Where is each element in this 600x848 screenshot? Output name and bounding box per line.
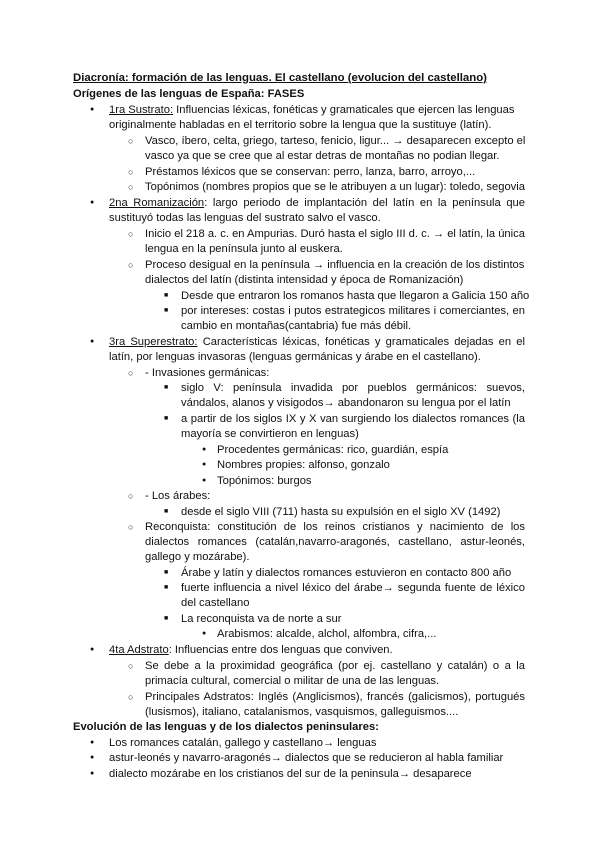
square-bullet-icon	[164, 288, 168, 304]
romanizacion-desc-2: sustituyó todas las lenguas del sustrato salvo el vasco.	[109, 212, 381, 224]
romanizacion-sub2-l2: dialectos del latín (distinta intensidad y época de Romanización)	[145, 274, 464, 286]
circle-bullet-icon	[128, 226, 133, 243]
bullet-icon	[90, 642, 94, 658]
sustrato-desc-2: originalmente habladas en el territorio sobre la lengua que la sustituye (latín).	[109, 119, 492, 131]
bullet-icon	[202, 457, 206, 473]
sustrato-sub3: Topónimos (nombres propios que se le atribuyen a un lugar): toledo, segovia	[145, 181, 525, 193]
romanizacion-sub2-l1: Proceso desigual en la península → influencia en la creación de los distintos	[145, 259, 525, 271]
reconquista-b-l1: fuerte influencia a nivel léxico del árabe→ segunda fuente de léxico	[181, 582, 525, 594]
reconquista-c-i: Arabismos: alcalde, alchol, alfombra, cifra,...	[217, 628, 437, 640]
adstrato-sub1-l2: primacía cultural, comercial o militar de una de las lenguas.	[145, 675, 440, 687]
sustrato-line-1	[109, 102, 514, 118]
adstrato-sub1-l1: Se debe a la proximidad geográfica (por ej. castellano y catalán) o a la	[145, 660, 525, 672]
romanizacion-line-1	[109, 195, 525, 211]
germanic-title: - Invasiones germánicas:	[145, 367, 270, 379]
bullet-icon	[202, 473, 206, 489]
bullet-icon	[90, 750, 94, 766]
bullet-icon	[90, 766, 94, 782]
reconquista-l1: Reconquista: constitución de los reinos cristianos y nacimiento de los	[145, 521, 525, 533]
germanic-a-l1: siglo V: península invadida por pueblos germánicos: suevos,	[181, 382, 525, 394]
romanizacion-term: 2na Romanización	[109, 197, 205, 209]
reconquista-l2: dialectos romances (catalán,navarro-aragonés, castellano, astur-leonés,	[145, 536, 525, 548]
square-bullet-icon	[164, 411, 168, 427]
bullet-icon	[202, 442, 206, 458]
romanizacion-sub2-a: Desde que entraron los romanos hasta que llegaron a Galicia 150 año	[181, 290, 530, 302]
square-bullet-icon	[164, 380, 168, 396]
arab-a: desde el siglo VIII (711) hasta su expulsión en el siglo XV (1492)	[181, 506, 501, 518]
circle-bullet-icon	[128, 179, 133, 196]
romanizacion-sub1-l1: Inicio el 218 a. c. en Ampurias. Duró hasta el siglo III d. c. → el latín, la única	[145, 228, 525, 240]
germanic-b-l2: mayoría se convirtieron en lenguas)	[181, 428, 359, 440]
romanizacion-sub1-l2: lengua en la península junto al euskera.	[145, 243, 343, 255]
reconquista-b-l2: del castellano	[181, 597, 250, 609]
square-bullet-icon	[164, 565, 168, 581]
bullet-icon	[202, 626, 206, 642]
germanic-b-i: Procedentes germánicas: rico, guardián, espía	[217, 444, 449, 456]
document-title: Diacronía: formación de las lenguas. El castellano (evolucion del castellano)	[73, 72, 487, 84]
sustrato-sub1-l2: vasco ya que se cree que al estar detras de montañas no podian llegar.	[145, 150, 500, 162]
sustrato-term: 1ra Sustrato:	[109, 104, 174, 116]
circle-bullet-icon	[128, 519, 133, 536]
evolution-heading: Evolución de las lenguas y de los dialectos peninsulares:	[73, 721, 379, 733]
adstrato-sub2-l1: Principales Adstratos: Inglés (Anglicismos), francés (galicismos), portugués	[145, 691, 525, 703]
evolution-item: astur-leonés y navarro-aragonés→ dialectos que se reducieron al habla familiar	[109, 752, 504, 764]
circle-bullet-icon	[128, 689, 133, 706]
romanizacion-desc-1: : largo periodo de implantación del latín en la península que	[204, 197, 525, 209]
origins-heading: Orígenes de las lenguas de España: FASES	[73, 88, 305, 100]
evolution-item: Los romances catalán, gallego y castellano→ lenguas	[109, 737, 377, 749]
bullet-icon	[90, 735, 94, 751]
reconquista-a: Árabe y latín y dialectos romances estuvieron en contacto 800 año	[181, 567, 512, 579]
circle-bullet-icon	[128, 133, 133, 150]
sustrato-sub2: Préstamos léxicos que se conservan: perro, lanza, barro, arroyo,...	[145, 166, 476, 178]
circle-bullet-icon	[128, 365, 133, 382]
germanic-b-l1: a partir de los siglos IX y X van surgiendo los dialectos romances (la	[181, 413, 525, 425]
superestrato-desc-2: latín, por lenguas invasoras (lenguas germánicas y árabe en el castellano).	[109, 351, 481, 363]
circle-bullet-icon	[128, 488, 133, 505]
adstrato-sub2-l2: (lusismos), italiano, catalanismos, vasquismos, galleguismos....	[145, 706, 459, 718]
sustrato-desc-1: Influencias léxicas, fonéticas y gramaticales que ejercen las lenguas	[173, 104, 515, 116]
square-bullet-icon	[164, 580, 168, 596]
reconquista-c: La reconquista va de norte a sur	[181, 613, 342, 625]
circle-bullet-icon	[128, 257, 133, 274]
germanic-b-ii: Nombres propies: alfonso, gonzalo	[217, 459, 390, 471]
bullet-icon	[90, 195, 94, 211]
adstrato-desc: : Influencias entre dos lenguas que conviven.	[168, 644, 393, 656]
square-bullet-icon	[164, 504, 168, 520]
superestrato-term: 3ra Superestrato:	[109, 336, 198, 348]
romanizacion-sub2-b-l1: por intereses: costas i putos estrategicos militares i comerciantes, en	[181, 305, 525, 317]
square-bullet-icon	[164, 303, 168, 319]
circle-bullet-icon	[128, 658, 133, 675]
square-bullet-icon	[164, 611, 168, 627]
reconquista-l3: gallego y mozárabe).	[145, 551, 250, 563]
adstrato-line-1	[109, 642, 393, 658]
bullet-icon	[90, 102, 94, 118]
arab-title: - Los árabes:	[145, 490, 211, 502]
germanic-b-iii: Topónimos: burgos	[217, 475, 312, 487]
germanic-a-l2: vándalos, alanos y visigodos→ abandonaron su lengua por el latín	[181, 397, 511, 409]
romanizacion-sub2-b-l2: cambio en montañas(cantabria) fue más débil.	[181, 320, 412, 332]
evolution-item: dialecto mozárabe en los cristianos del sur de la peninsula→ desaparece	[109, 768, 472, 780]
adstrato-term: 4ta Adstrato	[109, 644, 169, 656]
superestrato-line-1	[109, 334, 525, 350]
bullet-icon	[90, 334, 94, 350]
superestrato-desc-1: Características léxicas, fonéticas y gramaticales dejadas en el	[197, 336, 525, 348]
sustrato-sub1-l1: Vasco, íbero, celta, griego, tarteso, fenicio, ligur... → desaparecen excepto el	[145, 135, 526, 147]
